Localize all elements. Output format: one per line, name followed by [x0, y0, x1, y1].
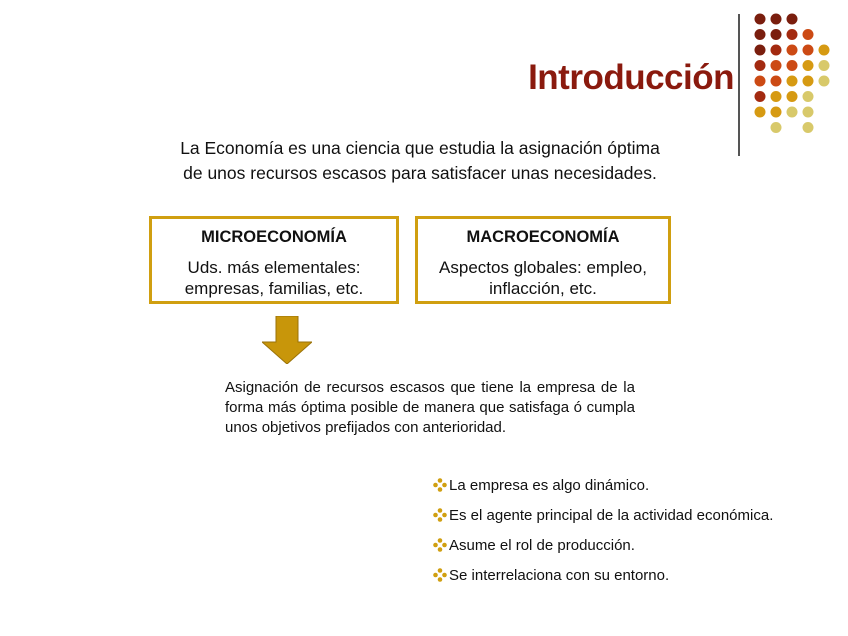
- micro-box: [149, 216, 399, 304]
- list-item: [433, 470, 773, 500]
- bullet-text: Asume el rol de producción.: [449, 536, 635, 554]
- intro-text: [150, 136, 690, 186]
- diamond-bullet-icon: [433, 478, 447, 492]
- decorative-dot: [819, 60, 830, 71]
- bullet-text: Se interrelaciona con su entorno.: [449, 566, 670, 584]
- decorative-dot: [803, 76, 814, 87]
- decorative-dot: [771, 60, 782, 71]
- diamond-bullet-icon: [433, 508, 447, 522]
- macro-heading: MACROECONOMÍA: [466, 228, 620, 246]
- decorative-dot: [803, 60, 814, 71]
- decorative-dot: [787, 45, 798, 56]
- decorative-dot: [755, 14, 766, 25]
- down-arrow-icon: [262, 316, 312, 364]
- decorative-dot-grid: [748, 10, 838, 140]
- macro-line-2: inflacción, etc.: [489, 279, 597, 298]
- decorative-dot: [803, 29, 814, 40]
- decorative-dot: [819, 45, 830, 56]
- decorative-dot: [803, 91, 814, 102]
- bullet-list: [433, 470, 773, 590]
- macro-box: [415, 216, 671, 304]
- bullet-text: Es el agente principal de la actividad económica.: [449, 506, 774, 524]
- slide-title: Introducción: [528, 58, 734, 97]
- decorative-dot: [755, 45, 766, 56]
- decorative-dot: [771, 76, 782, 87]
- list-item: [433, 530, 773, 560]
- title-divider: [738, 14, 740, 156]
- decorative-dot: [771, 29, 782, 40]
- micro-heading: MICROECONOMÍA: [201, 228, 347, 246]
- decorative-dot: [787, 91, 798, 102]
- decorative-dot: [771, 14, 782, 25]
- diamond-bullet-icon: [433, 568, 447, 582]
- list-item: [433, 560, 773, 590]
- decorative-dot: [771, 91, 782, 102]
- decorative-dot: [787, 107, 798, 118]
- decorative-dot: [755, 60, 766, 71]
- decorative-dot: [819, 76, 830, 87]
- decorative-dot: [803, 45, 814, 56]
- macro-line-1: Aspectos globales: empleo,: [439, 258, 647, 277]
- micro-description: [152, 257, 396, 299]
- diamond-bullet-icon: [433, 538, 447, 552]
- decorative-dot: [771, 107, 782, 118]
- decorative-dot: [771, 122, 782, 133]
- decorative-dot: [755, 91, 766, 102]
- decorative-dot: [771, 45, 782, 56]
- macro-description: [418, 257, 668, 299]
- micro-line-2: empresas, familias, etc.: [184, 279, 364, 298]
- intro-line-2: de unos recursos escasos para satisfacer unas necesidades.: [183, 163, 657, 183]
- decorative-dot: [787, 14, 798, 25]
- decorative-dot: [755, 76, 766, 87]
- bullet-text: La empresa es algo dinámico.: [449, 476, 650, 494]
- decorative-dot: [787, 29, 798, 40]
- decorative-dot: [755, 29, 766, 40]
- decorative-dot: [755, 107, 766, 118]
- decorative-dot: [803, 107, 814, 118]
- definition-paragraph: Asignación de recursos escasos que tiene la empresa de la forma más óptima posible de manera que satisfaga ó cumpla unos objetivos prefijados con anterioridad.: [225, 379, 635, 436]
- micro-line-1: Uds. más elementales:: [187, 258, 361, 277]
- decorative-dot: [803, 122, 814, 133]
- decorative-dot: [787, 76, 798, 87]
- decorative-dot: [787, 60, 798, 71]
- intro-line-1: La Economía es una ciencia que estudia la asignación óptima: [180, 138, 660, 158]
- list-item: [433, 500, 773, 530]
